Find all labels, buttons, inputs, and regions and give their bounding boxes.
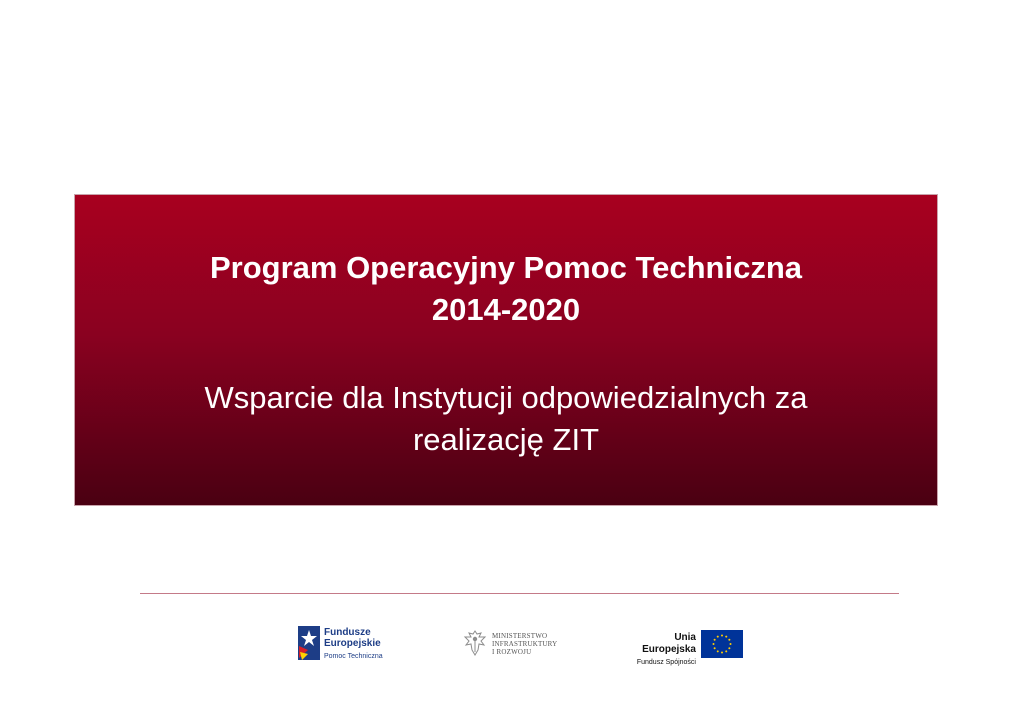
eu-logo-line-2: Fundusz Spójności: [636, 659, 696, 666]
eu-flag-star: [728, 647, 730, 649]
footer-logos: [0, 620, 1024, 670]
ministry-logo-line-1: MINISTERSTWO: [492, 632, 548, 640]
slide-subtitle-line-2: realizację ZIT: [412, 422, 600, 457]
european-funds-logo: [296, 624, 396, 664]
slide-title-line-1: Program Operacyjny Pomoc Techniczna: [209, 250, 803, 285]
ministry-logo-line-2: INFRASTRUKTURY: [492, 640, 558, 648]
eu-flag-star: [721, 652, 723, 654]
slide-title: [75, 247, 937, 331]
ministry-logo: [462, 628, 572, 660]
title-box: [74, 194, 938, 506]
slide-subtitle-line-1: Wsparcie dla Instytucji odpowiedzialnych za: [204, 380, 808, 415]
eu-flag-star: [714, 647, 716, 649]
funds-logo-line-2: Europejskie: [324, 638, 381, 649]
eu-flag-icon: [701, 630, 743, 658]
eu-flag-star: [725, 650, 727, 652]
funds-logo-line-3: Pomoc Techniczna: [324, 653, 383, 660]
eu-flag-star: [714, 639, 716, 641]
eu-flag-star: [717, 636, 719, 638]
eu-flag-star: [730, 643, 732, 645]
eu-flag-star: [721, 635, 723, 637]
slide-subtitle: [75, 377, 937, 461]
slide-title-line-2: 2014-2020: [431, 292, 581, 327]
eu-flag-star: [713, 643, 715, 645]
ministry-logo-line-3: I ROZWOJU: [492, 648, 532, 656]
eu-flag-star: [728, 639, 730, 641]
footer-divider: [140, 593, 899, 594]
eu-logo-line-1: Unia Europejska: [642, 632, 696, 655]
eu-logo: [618, 626, 748, 666]
funds-logo-line-1: Fundusze: [324, 627, 371, 638]
european-funds-star-icon: [296, 624, 322, 662]
eu-flag-star: [717, 650, 719, 652]
white-eagle-emblem-icon: [462, 628, 488, 658]
eu-flag-star: [725, 636, 727, 638]
